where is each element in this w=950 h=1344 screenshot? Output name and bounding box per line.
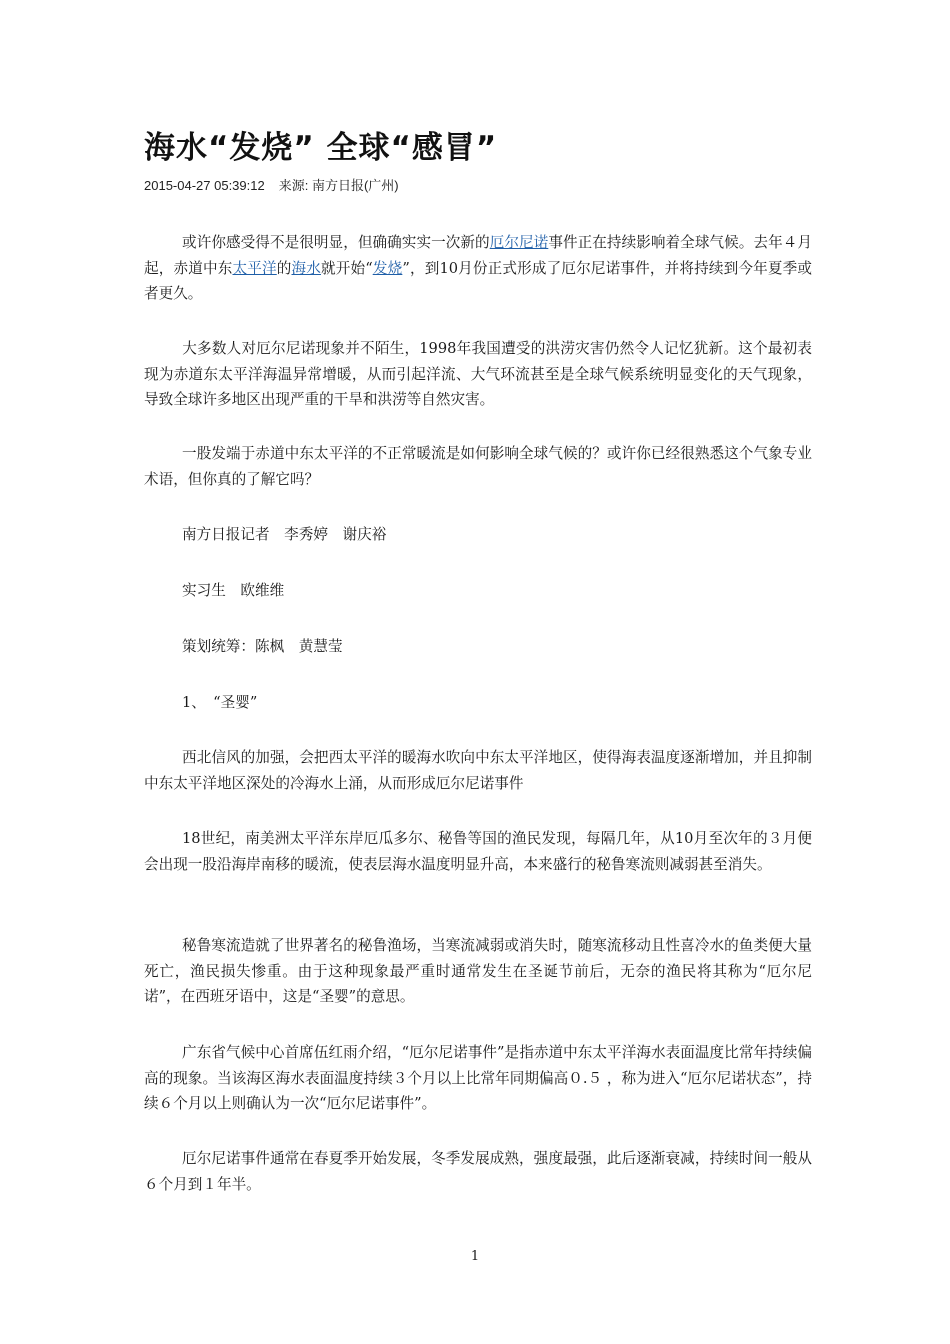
- paragraph-text: 厄尔尼诺事件通常在春夏季开始发展，冬季发展成熟，强度最强，此后逐渐衰减，持续时间一般从６个月到１年半。: [144, 1150, 812, 1193]
- paragraph-11: [144, 1040, 812, 1117]
- paragraph-text: 一股发端于赤道中东太平洋的不正常暖流是如何影响全球气候的？或许你已经很熟悉这个气象专业术语，但你真的了解它吗？: [144, 445, 812, 488]
- paragraph-text: 策划统筹：陈枫 黄慧莹: [182, 638, 343, 655]
- paragraph-10: [144, 933, 812, 1010]
- link-fever[interactable]: 发烧: [372, 259, 403, 277]
- text-segment: 就开始“: [320, 259, 373, 277]
- text-segment: ”，到10月份正式形成了厄尔尼诺事件，并将持续到今年夏季或者更久。: [144, 259, 812, 302]
- paragraph-text: 大多数人对厄尔尼诺现象并不陌生，1998年我国遭受的洪涝灾害仍然令人记忆犹新。这个最初表现为赤道东太平洋海温异常增暖，从而引起洋流、大气环流甚至是全球气候系统明显变化的天气现象，导致全球许多地区出现严重的干旱和洪涝等自然灾害。: [144, 340, 812, 408]
- article-source: 来源: 南方日报(广州): [278, 178, 399, 193]
- paragraph-text: 西北信风的加强，会把西太平洋的暖海水吹向中东太平洋地区，使得海表温度逐渐增加，并且抑制中东太平洋地区深处的冷海水上涌，从而形成厄尔尼诺事件: [144, 749, 812, 792]
- paragraph-12: [144, 1146, 812, 1197]
- paragraph-text: 南方日报记者 李秀婷 谢庆裕: [182, 526, 387, 543]
- text-segment: 的: [276, 259, 292, 277]
- text-segment: 事件正在持续影响着全球气候。去年４月起，赤道中东: [144, 234, 812, 277]
- paragraph-text: 实习生 欧维维: [182, 582, 285, 599]
- text-segment: 或许你感受得不是很明显，但确确实实一次新的: [182, 234, 490, 251]
- page-number: 1: [470, 1249, 480, 1264]
- byline-reporters: [144, 522, 812, 548]
- paragraph-3: [144, 441, 812, 492]
- byline-intern: [144, 578, 812, 604]
- paragraph-text: 广东省气候中心首席伍红雨介绍，“厄尔尼诺事件”是指赤道中东太平洋海水表面温度比常年持续偏高的现象。当该海区海水表面温度持续３个月以上比常年同期偏高０.５ ，称为进入“厄尔尼诺状态”，持续６个月以上则确认为一次“厄尔尼诺事件”。: [144, 1044, 812, 1112]
- section-heading-1: [144, 690, 812, 716]
- paragraph-text: 18世纪，南美洲太平洋东岸厄瓜多尔、秘鲁等国的渔民发现，每隔几年，从10月至次年的３月便会出现一股沿海岸南移的暖流，使表层海水温度明显升高，本来盛行的秘鲁寒流则减弱甚至消失。: [144, 830, 812, 873]
- publish-date: 2015-04-27 05:39:12: [144, 178, 265, 193]
- article-title: 海水“发烧” 全球“感冒”: [144, 130, 498, 166]
- paragraph-2: [144, 336, 812, 413]
- paragraph-text: 秘鲁寒流造就了世界著名的秘鲁渔场，当寒流减弱或消失时，随寒流移动且性喜冷水的鱼类便大量死亡，渔民损失惨重。由于这种现象最严重时通常发生在圣诞节前后，无奈的渔民将其称为“厄尔尼诺”，在西班牙语中，这是“圣婴”的意思。: [144, 937, 812, 1005]
- paragraph-intro: [144, 230, 812, 307]
- link-seawater[interactable]: 海水: [291, 259, 321, 277]
- paragraph-8: [144, 745, 812, 796]
- byline-planning: [144, 634, 812, 660]
- link-pacific-ocean[interactable]: 太平洋: [232, 259, 277, 277]
- article-meta: [144, 177, 399, 195]
- link-el-nino[interactable]: 厄尔尼诺: [489, 234, 549, 251]
- paragraph-text: 1、 “圣婴”: [182, 694, 258, 711]
- paragraph-9: [144, 826, 812, 877]
